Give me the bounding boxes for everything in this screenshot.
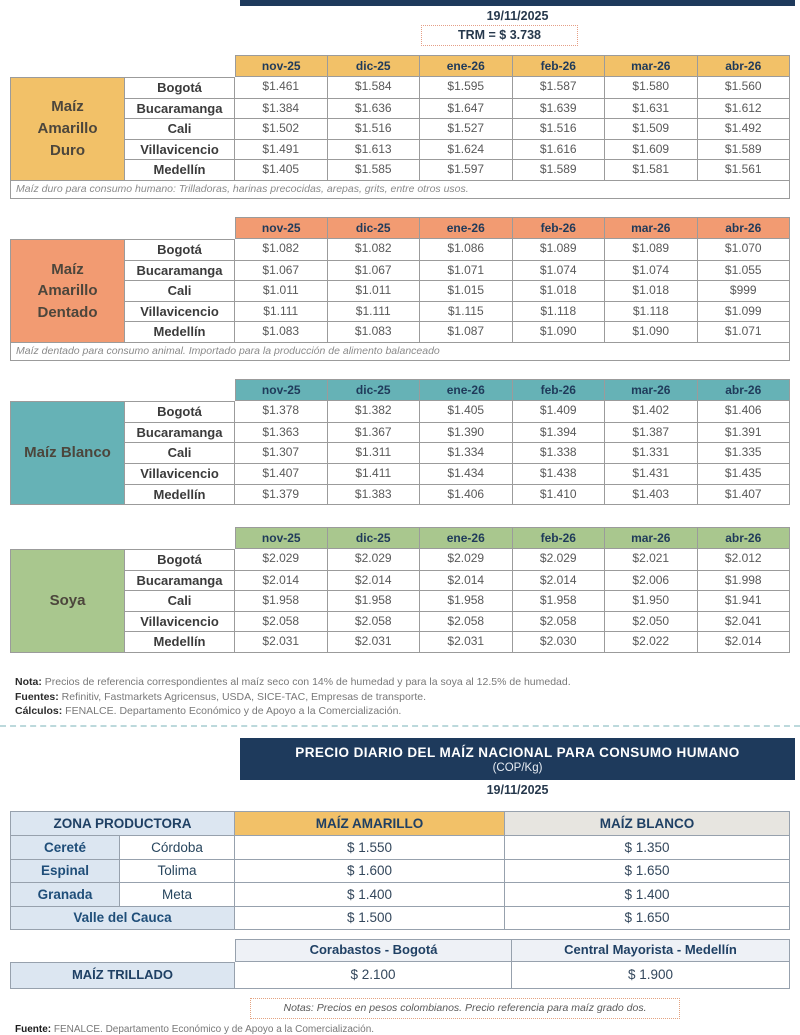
blanco-price: $ 1.400 [505, 883, 790, 907]
maiz-trillado-label: MAÍZ TRILLADO [10, 962, 235, 989]
nota-line [15, 675, 800, 689]
price-cell: $1.331 [605, 443, 698, 464]
header-spacer [10, 55, 235, 77]
price-cell: $1.580 [605, 77, 698, 99]
price-cell: $1.118 [513, 302, 606, 323]
zona-cell: Granada [10, 883, 120, 907]
price-cell: $1.516 [513, 119, 606, 140]
price-cell: $1.609 [605, 140, 698, 161]
price-cell: $1.087 [420, 322, 513, 343]
month-header-cell: ene-26 [420, 379, 513, 401]
city-cell: Bucaramanga [125, 99, 235, 120]
price-cell: $1.502 [235, 119, 328, 140]
price-cell: $1.391 [698, 423, 791, 444]
header-spacer [10, 379, 235, 401]
city-cell: Bucaramanga [125, 571, 235, 592]
fuentes-text: Refinitiv, Fastmarkets Agricensus, USDA, SICE-TAC, Empresas de transporte. [58, 690, 426, 703]
price-cell: $1.018 [605, 281, 698, 302]
blanco-price: $ 1.650 [505, 860, 790, 884]
price-cell: $1.516 [328, 119, 421, 140]
month-header-cell: nov-25 [235, 527, 328, 549]
nota-label: Nota: [15, 676, 42, 689]
price-cell: $1.435 [698, 464, 791, 485]
calculos-text: FENALCE. Departamento Económico y de Apoyo a la Comercialización. [62, 705, 402, 717]
city-cell: Bucaramanga [125, 261, 235, 282]
price-cell: $2.029 [235, 549, 328, 571]
month-header-cell: abr-26 [698, 379, 791, 401]
price-cell: $1.434 [420, 464, 513, 485]
month-header-cell: nov-25 [235, 379, 328, 401]
section-title: PRECIO DIARIO DEL MAÍZ NACIONAL PARA CONSUMO HUMANO [295, 745, 740, 761]
price-cell: $1.639 [513, 99, 606, 120]
price-cell: $1.407 [698, 485, 791, 506]
city-cell: Medellín [125, 322, 235, 343]
price-cell: $1.367 [328, 423, 421, 444]
price-cell: $1.074 [605, 261, 698, 282]
price-cell: $1.090 [513, 322, 606, 343]
month-header-cell: dic-25 [328, 217, 421, 239]
amarillo-price: $ 1.550 [235, 836, 505, 860]
notes-block [15, 675, 800, 718]
price-cell: $1.383 [328, 485, 421, 506]
price-cell: $1.363 [235, 423, 328, 444]
month-header-cell: feb-26 [513, 55, 606, 77]
price-cell: $2.014 [698, 632, 791, 653]
price-cell: $1.379 [235, 485, 328, 506]
header-spacer [10, 217, 235, 239]
price-cell: $2.021 [605, 549, 698, 571]
city-cell: Medellín [125, 160, 235, 181]
month-header-cell: mar-26 [605, 55, 698, 77]
price-cell: $1.055 [698, 261, 791, 282]
city-cell: Villavicencio [125, 612, 235, 633]
month-header-cell: dic-25 [328, 379, 421, 401]
price-cell: $1.647 [420, 99, 513, 120]
zona-cell: Cereté [10, 836, 120, 860]
price-cell: $1.941 [698, 591, 791, 612]
price-cell: $1.584 [328, 77, 421, 99]
price-cell: $1.067 [235, 261, 328, 282]
daily-report-date: 19/11/2025 [486, 783, 549, 798]
price-cell: $1.089 [605, 239, 698, 261]
price-cell: $1.090 [605, 322, 698, 343]
price-cell: $1.589 [513, 160, 606, 181]
month-header-cell: mar-26 [605, 379, 698, 401]
fuente-line [15, 1024, 800, 1035]
city-cell: Cali [125, 119, 235, 140]
price-cell: $1.431 [605, 464, 698, 485]
price-cell: $1.597 [420, 160, 513, 181]
price-cell: $2.014 [513, 571, 606, 592]
price-cell: $1.099 [698, 302, 791, 323]
price-cell: $1.636 [328, 99, 421, 120]
blanco-price: $ 1.650 [505, 907, 790, 931]
price-cell: $999 [698, 281, 791, 302]
price-cell: $1.390 [420, 423, 513, 444]
price-cell: $1.111 [235, 302, 328, 323]
price-table [10, 217, 790, 361]
price-cell: $1.589 [698, 140, 791, 161]
month-header-cell: feb-26 [513, 527, 606, 549]
city-cell: Villavicencio [125, 140, 235, 161]
price-cell: $1.998 [698, 571, 791, 592]
price-table [10, 55, 790, 199]
maiz-blanco-header: MAÍZ BLANCO [505, 811, 790, 836]
table-footnote: Maíz duro para consumo humano: Trilladoras, harinas precocidas, arepas, grits, entre otros usos. [10, 181, 790, 199]
notas-box: Notas: Precios en pesos colombianos. Precio referencia para maíz grado dos. [250, 998, 680, 1019]
price-cell: $2.031 [420, 632, 513, 653]
month-header-cell: abr-26 [698, 527, 791, 549]
price-cell: $2.058 [513, 612, 606, 633]
commodity-label: Maíz Amarillo Dentado [10, 239, 125, 343]
price-cell: $1.111 [328, 302, 421, 323]
forward-price-tables [0, 55, 800, 653]
price-cell: $1.405 [235, 160, 328, 181]
daily-section-banner [240, 738, 795, 780]
price-cell: $1.086 [420, 239, 513, 261]
price-cell: $1.387 [605, 423, 698, 444]
price-cell: $1.384 [235, 99, 328, 120]
price-cell: $1.461 [235, 77, 328, 99]
city-cell: Bucaramanga [125, 423, 235, 444]
price-cell: $1.581 [605, 160, 698, 181]
price-cell: $2.058 [328, 612, 421, 633]
price-cell: $2.012 [698, 549, 791, 571]
price-cell: $1.585 [328, 160, 421, 181]
month-header-cell: ene-26 [420, 527, 513, 549]
price-cell: $1.074 [513, 261, 606, 282]
depto-cell: Tolima [120, 860, 235, 884]
price-cell: $1.067 [328, 261, 421, 282]
depto-cell: Meta [120, 883, 235, 907]
price-cell: $2.029 [513, 549, 606, 571]
trm-box: TRM = $ 3.738 [421, 25, 578, 46]
zona-cell: Valle del Cauca [10, 907, 235, 931]
price-cell: $1.311 [328, 443, 421, 464]
month-header-cell: dic-25 [328, 55, 421, 77]
price-cell: $2.058 [235, 612, 328, 633]
price-table [10, 379, 790, 505]
nota-text: Precios de referencia correspondientes al maíz seco con 14% de humedad y para la soya al 12.5% de humedad. [41, 676, 571, 689]
fuente-text: FENALCE. Departamento Económico y de Apoyo a la Comercialización. [51, 1024, 375, 1035]
report-date: 19/11/2025 [486, 9, 549, 23]
price-cell: $1.394 [513, 423, 606, 444]
price-cell: $2.031 [235, 632, 328, 653]
price-cell: $2.022 [605, 632, 698, 653]
price-cell: $2.031 [328, 632, 421, 653]
month-header-cell: abr-26 [698, 55, 791, 77]
corabastos-header: Corabastos - Bogotá [235, 939, 512, 962]
zona-cell: Espinal [10, 860, 120, 884]
price-cell: $1.561 [698, 160, 791, 181]
blanco-price: $ 1.350 [505, 836, 790, 860]
price-cell: $1.082 [235, 239, 328, 261]
price-cell: $1.334 [420, 443, 513, 464]
calculos-line [15, 704, 800, 718]
depto-cell: Córdoba [120, 836, 235, 860]
fuente-label: Fuente: [15, 1024, 52, 1035]
price-cell: $1.509 [605, 119, 698, 140]
month-header-cell: nov-25 [235, 217, 328, 239]
calculos-label: Cálculos: [15, 705, 63, 717]
city-cell: Bogotá [125, 77, 235, 99]
price-cell: $2.014 [235, 571, 328, 592]
price-cell: $2.029 [328, 549, 421, 571]
price-cell: $1.018 [513, 281, 606, 302]
price-cell: $1.118 [605, 302, 698, 323]
price-cell: $1.382 [328, 401, 421, 423]
price-cell: $1.613 [328, 140, 421, 161]
price-cell: $1.407 [235, 464, 328, 485]
price-cell: $2.029 [420, 549, 513, 571]
month-header-cell: feb-26 [513, 217, 606, 239]
price-cell: $1.616 [513, 140, 606, 161]
month-header-cell: ene-26 [420, 217, 513, 239]
city-cell: Villavicencio [125, 464, 235, 485]
price-cell: $1.011 [328, 281, 421, 302]
city-cell: Medellín [125, 632, 235, 653]
price-cell: $1.406 [698, 401, 791, 423]
city-cell: Bogotá [125, 549, 235, 571]
price-cell: $1.958 [420, 591, 513, 612]
zona-productora-header: ZONA PRODUCTORA [10, 811, 235, 836]
top-banner-edge [240, 0, 795, 6]
price-cell: $1.406 [420, 485, 513, 506]
city-cell: Cali [125, 591, 235, 612]
commodity-label: Soya [10, 549, 125, 653]
month-header-cell: ene-26 [420, 55, 513, 77]
price-cell: $1.409 [513, 401, 606, 423]
price-cell: $1.958 [328, 591, 421, 612]
amarillo-price: $ 1.500 [235, 907, 505, 931]
price-cell: $1.492 [698, 119, 791, 140]
price-cell: $1.307 [235, 443, 328, 464]
price-cell: $1.438 [513, 464, 606, 485]
price-cell: $1.335 [698, 443, 791, 464]
amarillo-price: $ 1.600 [235, 860, 505, 884]
price-cell: $1.403 [605, 485, 698, 506]
city-cell: Bogotá [125, 401, 235, 423]
price-cell: $1.071 [698, 322, 791, 343]
price-cell: $2.006 [605, 571, 698, 592]
price-cell: $1.011 [235, 281, 328, 302]
price-cell: $2.041 [698, 612, 791, 633]
price-cell: $1.402 [605, 401, 698, 423]
price-cell: $1.115 [420, 302, 513, 323]
table-footnote: Maíz dentado para consumo animal. Importado para la producción de alimento balanceado [10, 343, 790, 361]
month-header-cell: dic-25 [328, 527, 421, 549]
city-cell: Cali [125, 281, 235, 302]
fuentes-label: Fuentes: [15, 690, 59, 703]
fuentes-line [15, 690, 800, 704]
commodity-label: Maíz Amarillo Duro [10, 77, 125, 181]
city-cell: Medellín [125, 485, 235, 506]
price-cell: $2.030 [513, 632, 606, 653]
price-cell: $1.612 [698, 99, 791, 120]
price-cell: $1.071 [420, 261, 513, 282]
trillado-header-spacer [10, 939, 235, 962]
month-header-cell: mar-26 [605, 217, 698, 239]
price-cell: $1.491 [235, 140, 328, 161]
header-spacer [10, 527, 235, 549]
month-header-cell: mar-26 [605, 527, 698, 549]
price-cell: $1.410 [513, 485, 606, 506]
price-cell: $1.411 [328, 464, 421, 485]
month-header-cell: abr-26 [698, 217, 791, 239]
price-cell: $1.950 [605, 591, 698, 612]
maiz-trillado-table [10, 939, 790, 989]
amarillo-price: $ 1.400 [235, 883, 505, 907]
price-cell: $1.595 [420, 77, 513, 99]
price-cell: $1.958 [513, 591, 606, 612]
city-cell: Cali [125, 443, 235, 464]
zona-productora-table [10, 811, 790, 930]
price-cell: $1.083 [328, 322, 421, 343]
trillado-medellin-price: $ 1.900 [512, 962, 790, 989]
month-header-cell: nov-25 [235, 55, 328, 77]
price-cell: $1.631 [605, 99, 698, 120]
price-cell: $1.527 [420, 119, 513, 140]
trillado-bogota-price: $ 2.100 [235, 962, 512, 989]
city-cell: Bogotá [125, 239, 235, 261]
price-cell: $2.050 [605, 612, 698, 633]
section-subtitle: (COP/Kg) [492, 762, 543, 775]
price-table [10, 527, 790, 653]
price-cell: $1.015 [420, 281, 513, 302]
price-cell: $2.014 [420, 571, 513, 592]
price-cell: $1.560 [698, 77, 791, 99]
central-mayorista-header: Central Mayorista - Medellín [512, 939, 790, 962]
commodity-label: Maíz Blanco [10, 401, 125, 505]
price-cell: $1.083 [235, 322, 328, 343]
price-cell: $1.587 [513, 77, 606, 99]
price-cell: $1.405 [420, 401, 513, 423]
maiz-amarillo-header: MAÍZ AMARILLO [235, 811, 505, 836]
price-cell: $1.624 [420, 140, 513, 161]
price-cell: $2.058 [420, 612, 513, 633]
price-cell: $1.082 [328, 239, 421, 261]
city-cell: Villavicencio [125, 302, 235, 323]
price-cell: $1.089 [513, 239, 606, 261]
price-cell: $2.014 [328, 571, 421, 592]
month-header-cell: feb-26 [513, 379, 606, 401]
price-cell: $1.338 [513, 443, 606, 464]
price-cell: $1.958 [235, 591, 328, 612]
section-divider [0, 725, 800, 727]
price-cell: $1.378 [235, 401, 328, 423]
price-cell: $1.070 [698, 239, 791, 261]
